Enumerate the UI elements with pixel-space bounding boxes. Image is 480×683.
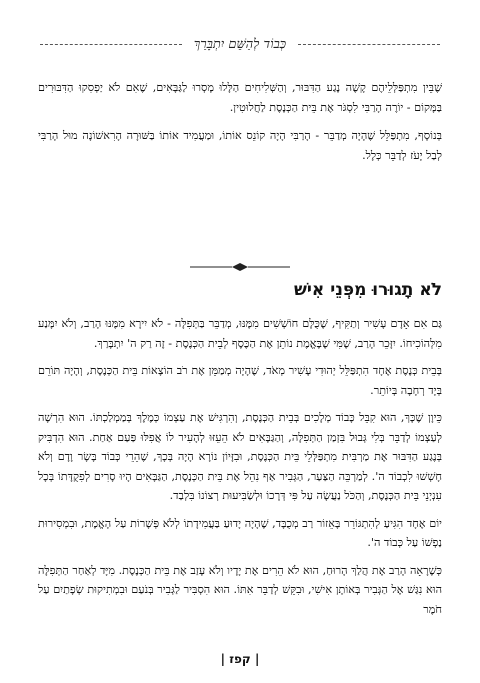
- section-title: לֹא תָגוּרוּ מִפְּנֵי אִישׁ: [294, 280, 442, 300]
- section-paragraph-2: בְּבֵית כְּנֶסֶת אֶחָד הִתְפַּלֵּל יְהוּדִי עָשִׁיר מְאֹד, שֶׁהָיָה מְמַמֵּן אֶת רֹב הוֹצָאוֹת בֵּית הַכְּנֶסֶת, וְהָיָה תּוֹרֵם בְּיָד רְחָבָה בְּיוֹתֵר.: [38, 364, 442, 397]
- intro-paragraph-1: שֶׁבֵּין מִתְפַּלְּלֵיהֶם קָשֶׁה נֶגַע הַדִּבּוּר, וְהַשְּׁלִיחִים הַלָּלוּ מָסְרוּ לַגַּבָּאִים, שֶׁאִם לֹא יַפְסִקוּ הַדִּבּוּרִים בַּמָּקוֹם - יוֹרֶה הָרַבִּי לִסְגֹּר אֶת בֵּית הַכְּנֶסֶת לַחֲלוּטִין.: [38, 81, 442, 114]
- ornament-divider: [190, 262, 290, 272]
- section-paragraph-3: כֵּיוָן שֶׁכָּךְ, הוּא קִבֵּל כָּבוֹד מְלָכִים בְּבֵית הַכְּנֶסֶת, וְהִרְגִּישׁ אֶת עַצְמוֹ כְּמֶלֶךְ בְּמַמְלַכְתּוֹ. הוּא הִרְשָׁה לְעַצְמוֹ לְדַבֵּר בְּלִי גְּבוּל בִּזְמַן הַתְּפִלָּה, וְהַגַּבָּאִים לֹא הֵעֵזּוּ לְהָעִיר לוֹ אֲפִלּוּ פַּעַם אַחַת. הוּא הִדְבִּיק בְּנֶגַע הַדִּבּוּר אֶת מַרְבִּית מִתְפַּלְּלֵי בֵּית הַכְּנֶסֶת, וּבִזָּיוֹן נוֹרָא הָיָה בְּכָךְ, שֶׁהֵרֵי כְּבוֹד בָּשָׂר וָדָם וְלֹא חָשְׁשׁוּ לִכְבוֹד ה'. לְמַרְבֵּה הַצַּעַר, הַגְּבִיר אַף נִהֵל אֶת בֵּית הַכְּנֶסֶת, הַגַּבָּאִים הָיוּ סָרִים לְפִקֻדָּתוֹ בְּכָל עִנְיְנֵי בֵּית הַכְּנֶסֶת, וְהַכֹּל נַעֲשָׂה עַל פִּי דְּרָכוֹ וּלְשַׂבִּיעוּת רְצוֹנוֹ בִּלְבַד.: [38, 411, 442, 502]
- header-title: כְּבוֹד לְהַשֵּׁם יִתְבָּרַךְ: [193, 37, 287, 52]
- page-number: | קפז |: [220, 652, 260, 666]
- intro-text: [38, 78, 442, 174]
- running-header: [40, 34, 440, 54]
- header-rule-left: [40, 44, 182, 45]
- section-paragraph-1: גַּם אִם אָדָם עָשִׁיר וְתַקִּיף, שֶׁכֻּלָּם חוֹשְׁשִׁים מִמֶּנּוּ, מְדַבֵּר בַּתְּפִלָּה - לֹא יִירָא מִמֶּנּוּ הָרַב, וְלֹא יִמָּנַע מִלְּהוֹכִיחוֹ. יִזָּכֵר הָרַב, שֶׁמִּי שֶׁבֶּאֱמֶת נוֹתֵן אֶת הַכֶּסֶף לְבֵית הַכְּנֶסֶת - זֶה רַק ה' יִתְבָּרַךְ.: [38, 317, 442, 350]
- section-paragraph-4: יוֹם אֶחָד הִגִּיעַ לְהִתְגּוֹרֵר בָּאֵזוֹר רַב מְכֻבָּד, שֶׁהָיָה יָדוּעַ בַּעֲמִידָתוֹ לְלֹא פְּשָׁרוֹת עַל הָאֱמֶת, וּבִמְסִירוּת נַפְשׁוֹ עַל כְּבוֹד ה'.: [38, 516, 442, 549]
- intro-paragraph-2: בְּנוֹסָף, מִתְפַּלֵּל שֶׁהָיָה מְדַבֵּר - הָרַבִּי הָיָה קוֹנֵס אוֹתוֹ, וּמַעֲמִיד אוֹתוֹ בַּשּׁוּרָה הָרִאשׁוֹנָה מוּל הָרַבִּי לְבַל יָעֹז לְדַבֵּר כְּלָל.: [38, 129, 442, 162]
- section-paragraph-5: כְּשֶׁרָאָה הָרַב אֶת הֲלַךְ הָרוּחַ, הוּא לֹא הֵרִים אֶת יָדָיו וְלֹא עָזַב אֶת בֵּית הַכְּנֶסֶת. מִיָּד לְאַחַר הַתְּפִלָּה הוּא נִגַּשׁ אֶל הַגְּבִיר בְּאוֹתָן אִישִׁי, וּבִקֵּשׁ לְדַבֵּר אִתּוֹ. הוּא הִסְבִּיר לַגְּבִיר בְּנֹעַם וּבִמְתִיקוּת שְׂפָתַיִם עַל חֹמֶר: [38, 563, 442, 616]
- header-rule-right: [298, 44, 440, 45]
- section-body: [38, 314, 442, 627]
